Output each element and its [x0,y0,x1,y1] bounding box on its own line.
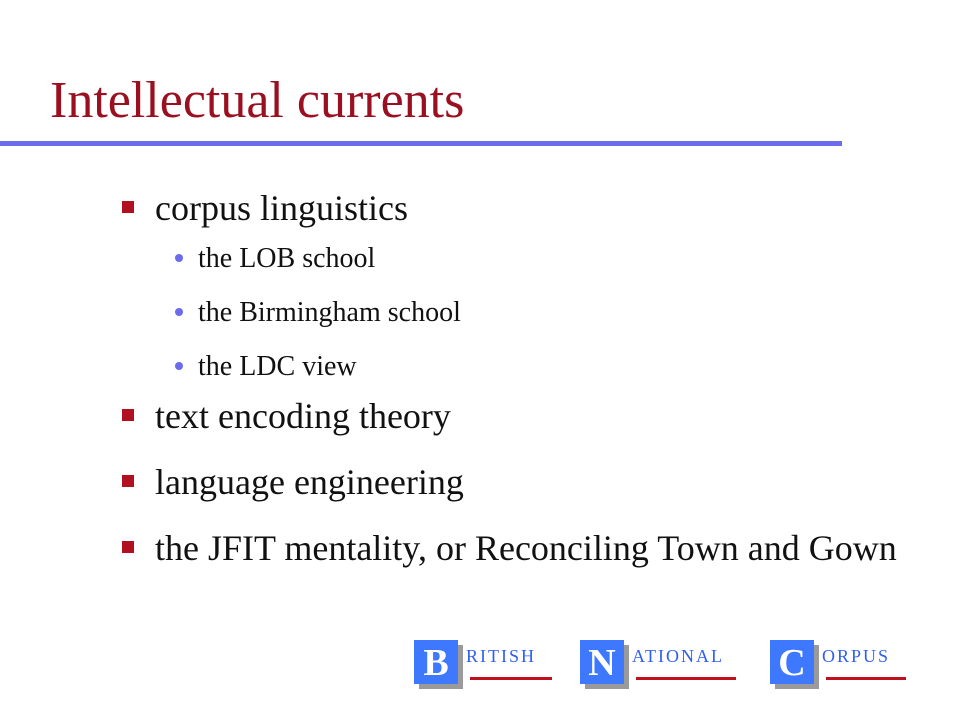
bullet-text: the JFIT mentality, or Reconciling Town and Gown [155,528,897,568]
logo-word-british: RITISH [466,646,536,666]
sub-bullet-item [163,297,900,329]
round-bullet-icon [175,362,183,370]
bullet-text: language engineering [155,462,464,502]
logo-box-c [770,640,814,684]
sub-bullet-item [163,351,900,383]
logo-letter-b: B [423,642,449,684]
bullet-text: text encoding theory [155,396,451,436]
logo-underline-corpus [826,677,906,680]
british-national-corpus-logo [414,640,934,690]
bullet-text: corpus linguistics [155,188,408,228]
sub-bullet-text: the Birmingham school [198,297,461,328]
title-underline [0,141,842,146]
logo-letter-c: C [778,642,806,684]
logo-underline-british [470,677,552,680]
square-bullet-icon [122,409,134,421]
logo-underline-national [636,677,736,680]
round-bullet-icon [175,254,183,262]
logo-word-national: ATIONAL [632,646,724,666]
sub-bullet-text: the LOB school [198,243,376,274]
square-bullet-icon [122,475,134,487]
round-bullet-icon [175,308,183,316]
bullet-item [120,396,900,437]
logo-letter-n: N [588,642,616,684]
bullet-item [120,528,900,569]
sub-bullet-text: the LDC view [198,351,357,382]
bullet-item [120,462,900,503]
slide-title: Intellectual currents [50,72,465,129]
logo-word-corpus: ORPUS [822,646,891,666]
bullet-list [120,188,900,594]
square-bullet-icon [122,201,134,213]
bullet-item [120,188,900,383]
sub-bullet-list [163,243,900,383]
logo-box-n [580,640,624,684]
logo-box-b [414,640,458,684]
sub-bullet-item [163,243,900,275]
square-bullet-icon [122,541,134,553]
